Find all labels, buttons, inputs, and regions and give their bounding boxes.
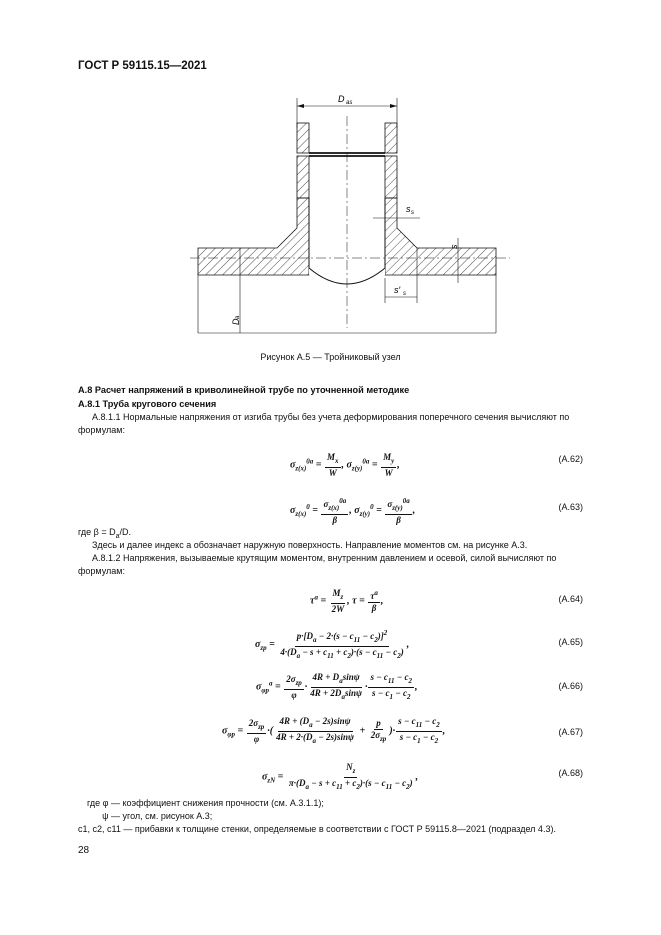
eq-number-a65: (А.65): [558, 637, 583, 647]
das-sub-label: as: [346, 100, 353, 106]
formula-a67: $\sigma_{\varphi p}$ = $\frac{2\sigma_{zp}}{\varphi}$ ·( $\frac{4R + (D_a - 2s)\sin\psi}{4R + 2\cdot(D_a - 2s)\sin\psi}$ + $\frac{p}{2\sigma_{zp}}$ )· $\frac{s - c_{11} - c_2}{s - c_1 - c_2}$ ,: [222, 716, 446, 745]
paragraph-a811: А.8.1.1 Нормальные напряжения от изгиба трубы без учета деформирования поперечного сечения вычисляют по формулам:: [78, 412, 570, 435]
definition-c: c1, c2, c11 — прибавки к толщине стенки, определяемые в соответствии с ГОСТ Р 59115.8—2021 (подраздел 4.3).: [78, 824, 556, 834]
formula-a63: $\sigma_{z(x)}^0$ = $\frac{\sigma_{z(x)}^{0a}}{\beta}$ , $\sigma_{z(y)}^0$ = $\frac{\sigma_{z(y)}^{0a}}{\beta}$ ,: [290, 497, 416, 525]
figure-caption: Рисунок А.5 — Тройниковый узел: [260, 352, 401, 362]
ss-label: s: [406, 204, 411, 214]
da-label: D: [231, 318, 241, 325]
eq-number-a67: (А.67): [558, 727, 583, 737]
section-title: А.8 Расчет напряжений в криволинейной трубе по уточненной методике: [78, 385, 410, 395]
page-number: 28: [78, 845, 90, 856]
eq-number-a68: (А.68): [558, 768, 583, 778]
tee-joint-figure: [180, 88, 520, 343]
formula-a65: $\sigma_{zp}$ = $\frac{p\cdot[D_a - 2\cdot(s - c_{11} - c_2)]^2}{4\cdot(D_a - s + c_{11} + c_2)\cdot(s - c_{11} - c_2)}$ ,: [255, 629, 410, 660]
definition-psi: ψ — угол, см. рисунок А.3;: [102, 811, 213, 821]
eq-number-a62: (А.62): [558, 454, 583, 464]
subsection-title: А.8.1 Труба кругового сечения: [78, 399, 217, 409]
formula-a62: $\sigma_{z(x)}^{0a}$ = $\frac{M_x}{W}$ , $\sigma_{z(y)}^{0a}$ = $\frac{M_y}{W}$ ,: [290, 452, 400, 478]
paragraph-index-note: Здесь и далее индекс a обозначает наружную поверхность. Направление моментов см. на рисунке А.3.: [92, 540, 528, 550]
formula-a66: $\sigma_{\varphi p}^a$ = $\frac{2\sigma_{zp}}{\varphi}$ · $\frac{4R + D_a\sin\psi}{4R + 2D_a\sin\psi}$ · $\frac{s - c_{11} - c_2}{s - c_1 - c_2}$ ,: [256, 672, 418, 701]
where-beta: где $\beta = D_a/D$.: [78, 527, 131, 540]
ss2-label: s′: [394, 285, 401, 295]
document-header: ГОСТ Р 59115.15—2021: [78, 60, 207, 72]
formula-a64: $\tau^a$ = $\frac{M_z}{2W}$ , τ = $\frac{\tau^a}{\beta}$ ,: [310, 588, 384, 614]
ss2-sub-label: s: [403, 291, 406, 297]
s-label: s: [449, 244, 459, 249]
das-label: D: [338, 94, 345, 104]
paragraph-a812: А.8.1.2 Напряжения, вызываемые крутящим моментом, внутренним давлением и осевой, силой вычисляют по формулам:: [78, 553, 557, 576]
formula-a68: $\sigma_{zN}$ = $\frac{N_z}{\pi\cdot(D_a - s + c_{11} + c_2)\cdot(s - c_{11} - c_2)}$ ,: [262, 762, 419, 791]
eq-number-a63: (А.63): [558, 502, 583, 512]
eq-number-a66: (А.66): [558, 681, 583, 691]
ss-sub-label: s: [411, 210, 414, 216]
da-sub-label: a: [235, 315, 241, 319]
eq-number-a64: (А.64): [558, 594, 583, 604]
definition-phi: где φ — коэффициент снижения прочности (см. А.3.1.1);: [87, 798, 324, 808]
